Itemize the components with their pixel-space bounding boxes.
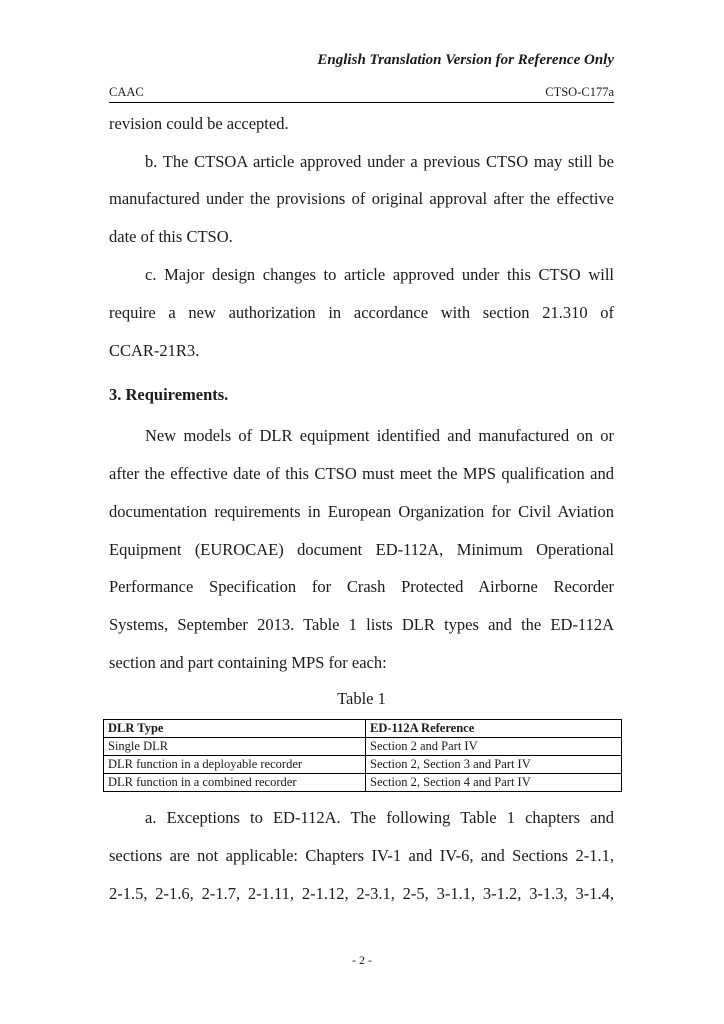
- para-req-line: Systems, September 2013. Table 1 lists DLR types and the ED-112A: [109, 615, 614, 634]
- table-cell: Single DLR: [104, 738, 366, 756]
- table-header-cell: DLR Type: [104, 720, 366, 738]
- table-cell: DLR function in a deployable recorder: [104, 756, 366, 774]
- table-row: [104, 774, 622, 792]
- para-req-line: after the effective date of this CTSO must meet the MPS qualification and: [109, 464, 614, 483]
- para-a-line: sections are not applicable: Chapters IV-1 and IV-6, and Sections 2-1.1,: [109, 846, 614, 865]
- table-caption: Table 1: [337, 689, 386, 708]
- translation-banner: English Translation Version for Reference Only: [317, 52, 614, 68]
- para-b-line: b. The CTSOA article approved under a previous CTSO may still be: [145, 152, 614, 171]
- para-req-line: documentation requirements in European Organization for Civil Aviation: [109, 502, 614, 521]
- para-req-line: Equipment (EUROCAE) document ED-112A, Minimum Operational: [109, 540, 614, 559]
- para-a-line: a. Exceptions to ED-112A. The following Table 1 chapters and: [145, 808, 614, 827]
- table-header-cell: ED-112A Reference: [366, 720, 622, 738]
- para-a-line: 2-1.5, 2-1.6, 2-1.7, 2-1.11, 2-1.12, 2-3.1, 2-5, 3-1.1, 3-1.2, 3-1.3, 3-1.4,: [109, 884, 614, 903]
- para-b-line: manufactured under the provisions of original approval after the effective: [109, 189, 614, 208]
- table-row: [104, 756, 622, 774]
- para-b-line: date of this CTSO.: [109, 227, 233, 246]
- para-c-line: c. Major design changes to article approved under this CTSO will: [145, 265, 614, 284]
- table-cell: DLR function in a combined recorder: [104, 774, 366, 792]
- header-doc-id: CTSO-C177a: [545, 85, 614, 99]
- section-heading: 3. Requirements.: [109, 385, 229, 404]
- body-line: revision could be accepted.: [109, 114, 289, 133]
- table-cell: Section 2, Section 3 and Part IV: [366, 756, 622, 774]
- table-cell: Section 2 and Part IV: [366, 738, 622, 756]
- para-c-line: require a new authorization in accordance with section 21.310 of: [109, 303, 614, 322]
- header-org: CAAC: [109, 85, 144, 99]
- dlr-reference-table: [103, 719, 622, 792]
- page-number: - 2 -: [352, 953, 372, 967]
- table-cell: Section 2, Section 4 and Part IV: [366, 774, 622, 792]
- header-rule: [109, 102, 614, 103]
- para-req-line: Performance Specification for Crash Protected Airborne Recorder: [109, 577, 614, 596]
- table-row: [104, 738, 622, 756]
- para-c-line: CCAR-21R3.: [109, 341, 200, 360]
- para-req-line: New models of DLR equipment identified and manufactured on or: [145, 426, 614, 445]
- table-header-row: [104, 720, 622, 738]
- para-req-line: section and part containing MPS for each:: [109, 653, 387, 672]
